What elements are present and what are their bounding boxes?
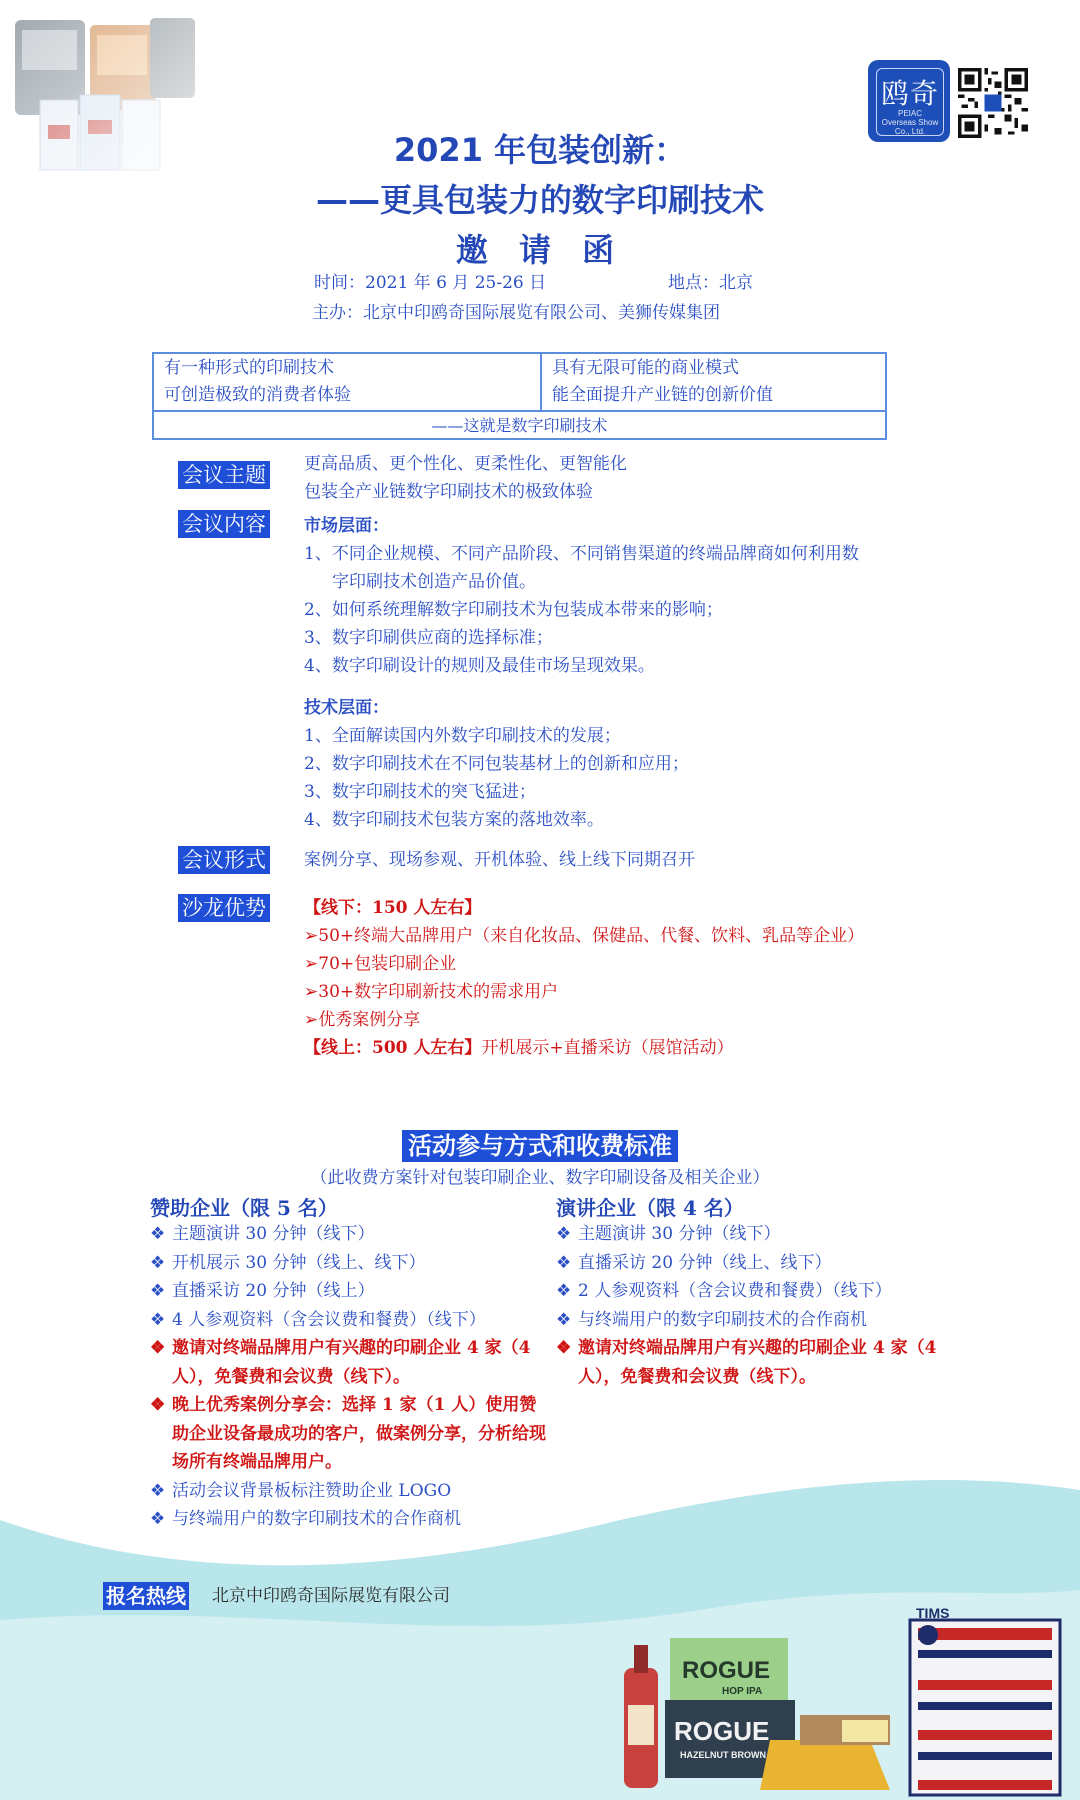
hotline-company: 北京中印鸥奇国际展览有限公司 xyxy=(212,1586,450,1606)
tech-item: 4、数字印刷技术包装方案的落地效率。 xyxy=(304,810,604,830)
list-item: ❖ 直播采访 20 分钟（线上） xyxy=(150,1277,550,1306)
list-item: ❖ 晚上优秀案例分享会：选择 1 家（1 人）使用赞助企业设备最成功的客户，做案例分享，分析给现场所有终端品牌用户。 xyxy=(150,1391,550,1477)
salon-offline-heading: 【线下：150 人左右】 xyxy=(304,898,482,918)
speaker-heading: 演讲企业（限 4 名） xyxy=(556,1196,744,1220)
theme-line2: 包装全产业链数字印刷技术的极致体验 xyxy=(304,482,593,502)
salon-bullet: ➢优秀案例分享 xyxy=(304,1010,421,1030)
salon-tag: 沙龙优势 xyxy=(178,894,270,922)
intro-footer: ——这就是数字印刷技术 xyxy=(431,416,608,435)
theme-line1: 更高品质、更个性化、更柔性化、更智能化 xyxy=(304,454,627,474)
market-item: 3、数字印刷供应商的选择标准； xyxy=(304,628,553,648)
diamond-bullet-icon: ❖ xyxy=(150,1281,166,1301)
diamond-bullet-icon: ❖ xyxy=(150,1224,166,1244)
invitation-title-year: 2021 年包装创新： xyxy=(393,131,687,169)
event-location: 地点：北京 xyxy=(668,273,753,293)
diamond-bullet-icon: ❖ xyxy=(556,1338,572,1358)
footer-product-illustration xyxy=(610,1590,1080,1800)
product-label: ROGUE xyxy=(674,1716,770,1746)
table-divider xyxy=(540,354,542,410)
diamond-bullet-icon: ❖ xyxy=(556,1309,572,1330)
market-item: 2、如何系统理解数字印刷技术为包装成本带来的影响； xyxy=(304,600,723,620)
list-item: ❖ 开机展示 30 分钟（线上、线下） xyxy=(150,1249,550,1278)
logo-text: 鸥奇 xyxy=(880,77,939,110)
invitation-title: 邀 请 函 xyxy=(455,231,625,269)
participation-note: （此收费方案针对包装印刷企业、数字印刷设备及相关企业） xyxy=(310,1168,770,1188)
diamond-bullet-icon: ❖ xyxy=(150,1480,166,1501)
product-label: ROGUE xyxy=(682,1657,771,1684)
list-item: ❖ 4 人参观资料（含会议费和餐费）（线下） xyxy=(150,1306,550,1335)
tech-heading: 技术层面： xyxy=(304,698,389,718)
tech-item: 1、全面解读国内外数字印刷技术的发展； xyxy=(304,726,621,746)
market-item: 1、不同企业规模、不同产品阶段、不同销售渠道的终端品牌商如何利用数 xyxy=(304,544,859,564)
product-label-sub: HOP IPA xyxy=(722,1686,763,1697)
arrow-icon: ➢ xyxy=(304,926,319,946)
salon-online-heading: 【线上：500 人左右】 xyxy=(304,1038,482,1058)
diamond-bullet-icon: ❖ xyxy=(556,1281,572,1301)
sponsor-heading: 赞助企业（限 5 名） xyxy=(150,1196,338,1220)
salon-online-text: 开机展示+直播采访（展馆活动） xyxy=(481,1038,734,1058)
speaker-list xyxy=(556,1220,946,1391)
arrow-icon: ➢ xyxy=(304,954,319,974)
event-time: 时间：2021 年 6 月 25-26 日 xyxy=(314,273,547,293)
diamond-bullet-icon: ❖ xyxy=(556,1252,572,1273)
salon-bullet: ➢50+终端大品牌用户（来自化妆品、保健品、代餐、饮料、乳品等企业） xyxy=(304,926,865,946)
content-tag: 会议内容 xyxy=(178,510,270,538)
participation-title: 活动参与方式和收费标准 xyxy=(0,1126,1080,1161)
salon-bullet: ➢30+数字印刷新技术的需求用户 xyxy=(304,982,559,1002)
intro-table xyxy=(152,352,887,440)
market-item: 4、数字印刷设计的规则及最佳市场呈现效果。 xyxy=(304,656,655,676)
diamond-bullet-icon: ❖ xyxy=(150,1509,166,1529)
product-label-sub: HAZELNUT BROWN xyxy=(680,1750,766,1760)
intro-right-line1: 具有无限可能的商业模式 xyxy=(552,358,739,378)
list-item: ❖ 邀请对终端品牌用户有兴趣的印刷企业 4 家（4 人），免餐费和会议费（线下）。 xyxy=(150,1334,550,1391)
market-heading: 市场层面： xyxy=(304,516,389,536)
diamond-bullet-icon: ❖ xyxy=(150,1338,166,1358)
list-item: ❖ 活动会议背景板标注赞助企业 LOGO xyxy=(150,1477,550,1506)
list-item: ❖ 主题演讲 30 分钟（线下） xyxy=(556,1220,946,1249)
diamond-bullet-icon: ❖ xyxy=(150,1395,166,1415)
hotline-tag: 报名热线 xyxy=(103,1582,189,1610)
theme-tag: 会议主题 xyxy=(178,461,270,489)
arrow-icon: ➢ xyxy=(304,982,319,1002)
list-item: ❖ 邀请对终端品牌用户有兴趣的印刷企业 4 家（4 人），免餐费和会议费（线下）。 xyxy=(556,1334,946,1391)
invitation-title-subject: ——更具包装力的数字印刷技术 xyxy=(315,181,764,219)
display-sign: TIMS xyxy=(916,1605,950,1621)
intro-left-line1: 有一种形式的印刷技术 xyxy=(164,358,334,378)
intro-right-line2: 能全面提升产业链的创新价值 xyxy=(552,385,773,405)
intro-left-line2: 可创造极致的消费者体验 xyxy=(164,385,351,405)
list-item: ❖ 直播采访 20 分钟（线上、线下） xyxy=(556,1249,946,1278)
salon-bullet: ➢70+包装印刷企业 xyxy=(304,954,457,974)
diamond-bullet-icon: ❖ xyxy=(556,1224,572,1244)
diamond-bullet-icon: ❖ xyxy=(150,1309,166,1330)
salon-online xyxy=(304,1034,734,1062)
format-tag: 会议形式 xyxy=(178,846,270,874)
arrow-icon: ➢ xyxy=(304,1010,319,1030)
market-item: 字印刷技术创造产品价值。 xyxy=(332,572,536,592)
tech-item: 3、数字印刷技术的突飞猛进； xyxy=(304,782,536,802)
tech-item: 2、数字印刷技术在不同包装基材上的创新和应用； xyxy=(304,754,689,774)
list-item: ❖ 2 人参观资料（含会议费和餐费）（线下） xyxy=(556,1277,946,1306)
list-item: ❖ 主题演讲 30 分钟（线下） xyxy=(150,1220,550,1249)
logo-subtitle: PEIAC xyxy=(897,109,922,118)
list-item: ❖ 与终端用户的数字印刷技术的合作商机 xyxy=(150,1505,550,1534)
list-item: ❖ 与终端用户的数字印刷技术的合作商机 xyxy=(556,1306,946,1335)
diamond-bullet-icon: ❖ xyxy=(150,1252,166,1273)
event-organizer: 主办：北京中印鸥奇国际展览有限公司、美狮传媒集团 xyxy=(312,303,720,323)
logo-subtitle-2: Overseas Show Co., Ltd. xyxy=(881,118,939,136)
format-text: 案例分享、现场参观、开机体验、线上线下同期召开 xyxy=(304,850,695,870)
